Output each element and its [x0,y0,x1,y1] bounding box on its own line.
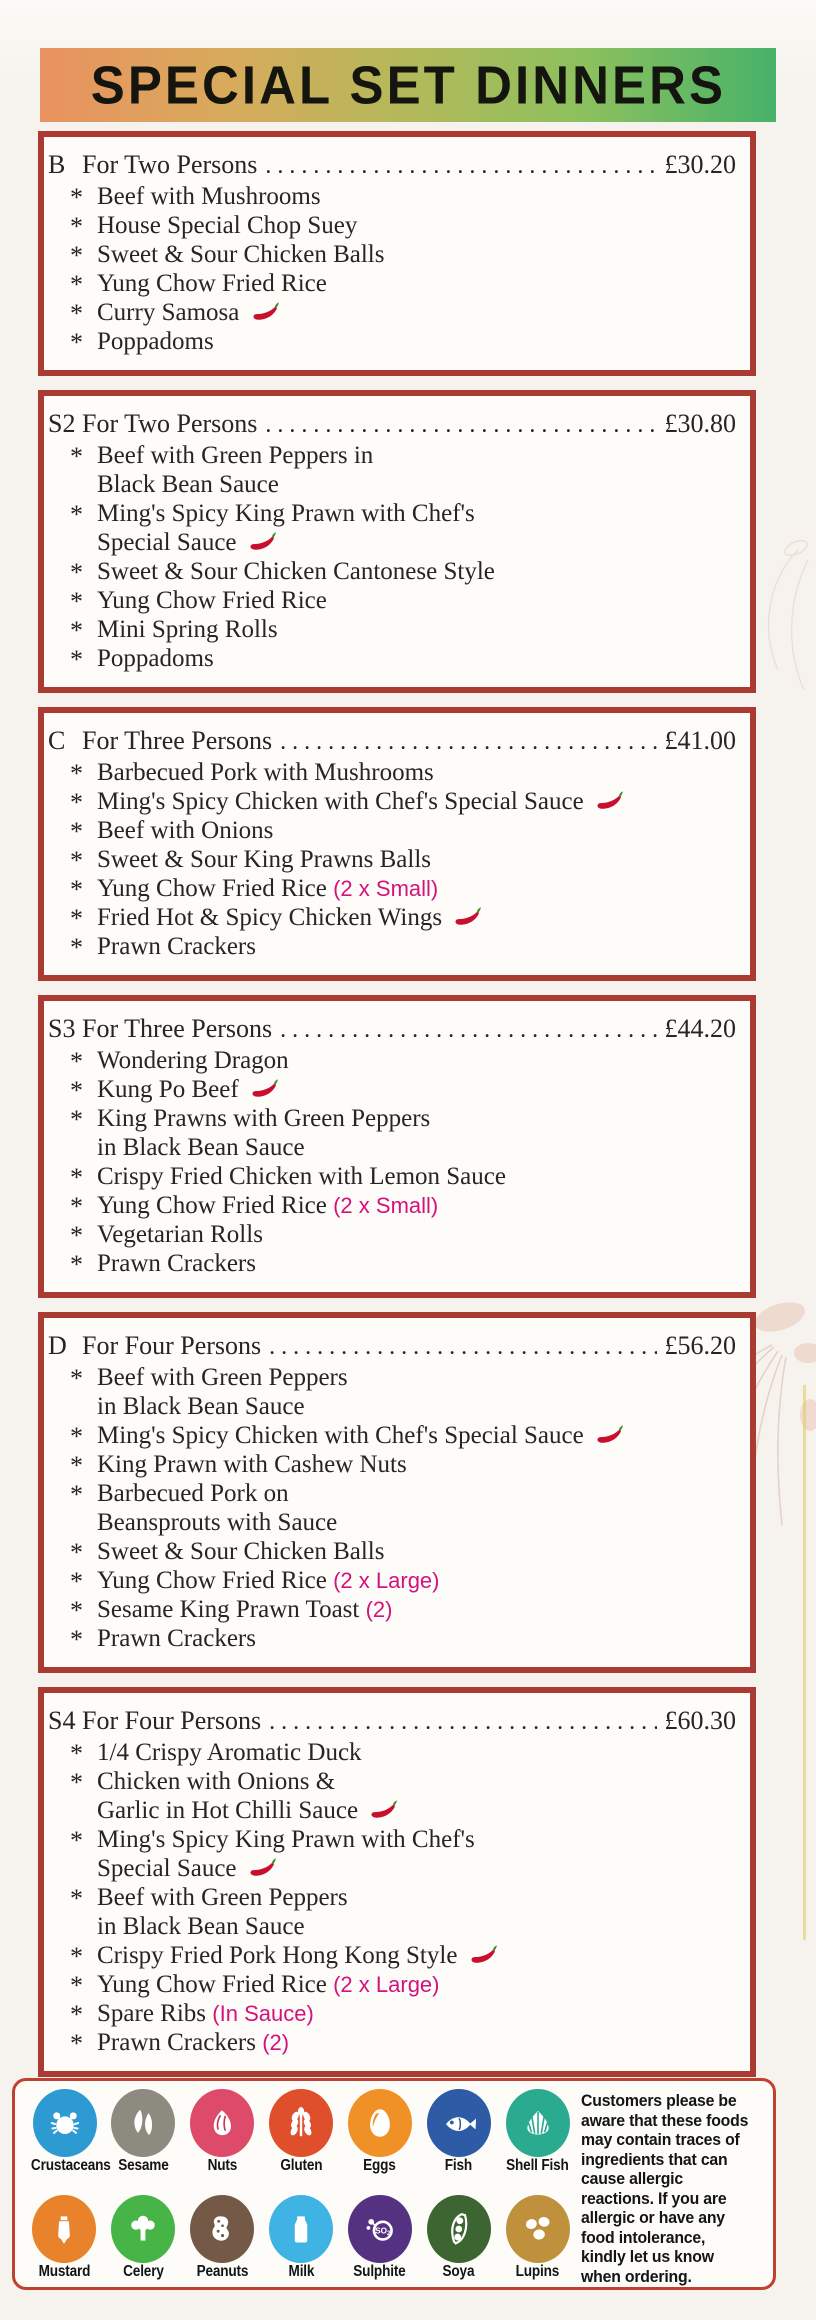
item-star: * [70,1942,83,1971]
svg-text:SO2: $SO_2$ [374,2226,391,2238]
menu-item [48,1046,736,1075]
menu-item [48,327,736,356]
item-text: Yung Chow Fried Rice (2 x Small) [97,1192,439,1219]
menu-item [48,1883,736,1941]
allergen-celery [104,2195,183,2281]
chili-icon [251,301,281,322]
item-text: Poppadoms [97,328,214,355]
menu-item [48,1220,736,1249]
item-text: Chicken with Onions & Garlic in Hot Chilli Sauce [97,1767,736,1825]
item-star: * [70,1422,83,1451]
allergen-label: Fish [445,2157,473,2174]
item-text: Prawn Crackers [97,1250,256,1277]
allergen-label: Gluten [280,2157,323,2174]
dotted-leader [280,726,656,758]
lupins-icon [506,2195,570,2263]
item-star: * [70,1163,83,1192]
menu-item [48,932,736,961]
item-text: Ming's Spicy King Prawn with Chef's Special Sauce [97,500,475,556]
item-text: Yung Chow Fried Rice (2 x Large) [97,1567,440,1594]
allergen-mustard [25,2195,104,2281]
menu-item [48,903,736,932]
menu-item [48,816,736,845]
chili-icon [469,1944,499,1965]
allergen-milk [262,2195,341,2281]
menu-item [48,1595,736,1624]
menu-item [48,1075,736,1104]
page-edge-sliver [803,1385,806,1940]
item-star: * [70,1364,83,1393]
sesame-icon [111,2089,175,2157]
sulphite-icon [348,2195,412,2263]
item-text: Sweet & Sour Chicken Cantonese Style [97,558,495,585]
item-text: Yung Chow Fried Rice [97,270,327,297]
item-text: Beef with Green Peppers in Black Bean Sauce [97,1364,348,1420]
menu-item [48,2028,736,2057]
menu-item [48,1738,736,1767]
menu-item [48,1566,736,1595]
set-items [48,1738,736,2057]
section-banner [40,48,776,122]
item-star: * [70,1192,83,1221]
allergen-label: Shell Fish [506,2157,569,2174]
menu-item [48,269,736,298]
allergen-shellfish [498,2089,577,2175]
chili-icon [248,531,278,552]
item-text: Mini Spring Rolls [97,616,278,643]
item-star: * [70,817,83,846]
item-text: Sweet & Sour Chicken Balls [97,241,385,268]
set-heading: For Two Persons [82,409,258,438]
item-star: * [70,1480,83,1509]
crustaceans-icon [33,2089,97,2157]
menu-item [48,1191,736,1220]
allergen-label: Sulphite [353,2263,407,2280]
item-note: (2 x Small) [333,876,439,901]
item-star: * [70,904,83,933]
menu-item [48,1104,736,1162]
set-price: £30.80 [664,409,736,438]
allergen-sulphite [340,2195,419,2281]
allergen-label: Eggs [363,2157,397,2174]
item-text: Beef with Green Peppers in Black Bean Sauce [97,442,374,498]
item-text: Ming's Spicy Chicken with Chef's Special Sauce [97,787,736,816]
menu-item [48,557,736,586]
set-heading: For Four Persons [82,1706,262,1735]
allergen-panel [12,2078,776,2290]
set-dinner-header [48,408,736,441]
item-star: * [70,1596,83,1625]
item-text: Sweet & Sour Chicken Balls [97,1538,385,1565]
set-items [48,441,736,673]
chili-icon [369,1799,399,1820]
chili-icon [595,790,625,811]
item-star: * [70,1538,83,1567]
menu-item [48,1825,736,1883]
item-note: (2 x Large) [333,1972,440,1997]
set-code: B [48,150,66,179]
item-note: (2 x Large) [333,1568,440,1593]
menu-item [48,1537,736,1566]
set-dinner-header [48,1705,736,1738]
dotted-leader [265,150,656,182]
menu-item [48,644,736,673]
item-text: Fried Hot & Spicy Chicken Wings [97,903,736,932]
menu-item [48,1479,736,1537]
item-text: Barbecued Pork on Beansprouts with Sauce [97,1480,338,1536]
item-star: * [70,759,83,788]
menu-item [48,615,736,644]
item-text: House Special Chop Suey [97,212,358,239]
item-text: Poppadoms [97,645,214,672]
item-star: * [70,241,83,270]
menu-item [48,1767,736,1825]
menu-item [48,787,736,816]
item-text: Vegetarian Rolls [97,1221,263,1248]
item-star: * [70,328,83,357]
soya-icon [427,2195,491,2263]
item-text: King Prawns with Green Peppers in Black Bean Sauce [97,1105,431,1161]
item-text: Crispy Fried Chicken with Lemon Sauce [97,1163,506,1190]
allergen-gluten [262,2089,341,2175]
set-dinner-box [38,707,756,981]
set-price: £41.00 [664,726,736,755]
menu-item [48,874,736,903]
item-text: Yung Chow Fried Rice [97,587,327,614]
set-items [48,758,736,961]
set-heading: For Three Persons [82,1014,273,1043]
item-text: Prawn Crackers [97,1625,256,1652]
menu-item [48,586,736,615]
allergen-sesame [104,2089,183,2175]
set-dinner-header [48,725,736,758]
allergen-fish [419,2089,498,2175]
dotted-leader [280,1014,656,1046]
item-text: Wondering Dragon [97,1047,289,1074]
item-text: Yung Chow Fried Rice (2 x Small) [97,875,439,902]
item-star: * [70,1768,83,1797]
item-text: Yung Chow Fried Rice (2 x Large) [97,1971,440,1998]
item-star: * [70,1047,83,1076]
menu-item [48,298,736,327]
item-note: (2 x Small) [333,1193,439,1218]
set-dinner-box [38,131,756,376]
menu-item [48,182,736,211]
item-star: * [70,1739,83,1768]
peanuts-icon [190,2195,254,2263]
nuts-icon [190,2089,254,2157]
menu-item [48,211,736,240]
allergen-eggs [340,2089,419,2175]
item-text: Beef with Onions [97,817,274,844]
allergen-label: Crustaceans [30,2157,111,2174]
item-text: Sesame King Prawn Toast (2) [97,1596,393,1623]
set-dinner-box [38,390,756,693]
item-star: * [70,1451,83,1480]
item-text: Curry Samosa [97,298,736,327]
set-heading: For Two Persons [82,150,258,179]
dotted-leader [269,1706,656,1738]
menu-item [48,1941,736,1970]
set-dinner-box [38,995,756,1298]
item-note: (2) [262,2030,290,2055]
chili-icon [595,1424,625,1445]
chili-icon [250,1078,280,1099]
item-note: (2) [365,1597,393,1622]
set-items [48,1046,736,1278]
eggs-icon [348,2089,412,2157]
menu-item [48,1162,736,1191]
menu-item [48,1624,736,1653]
allergen-grid [25,2089,577,2281]
allergen-notice: Customers please be aware that these foods may contain traces of ingredients that can cause allergic reactions. If you are allergic or have any food intolerance, kindly let us know when ordering. [581,2091,749,2286]
item-text: 1/4 Crispy Aromatic Duck [97,1739,362,1766]
menu-item [48,499,736,557]
item-star: * [70,1826,83,1855]
allergen-peanuts [183,2195,262,2281]
item-text: Ming's Spicy Chicken with Chef's Special Sauce [97,1421,736,1450]
set-items [48,182,736,356]
allergen-row [25,2089,577,2175]
item-text: Ming's Spicy King Prawn with Chef's Special Sauce [97,1826,475,1882]
item-text: Prawn Crackers [97,933,256,960]
chili-icon [453,906,483,927]
milk-icon [269,2195,333,2263]
item-star: * [70,2029,83,2058]
allergen-soya [419,2195,498,2281]
set-dinner-box [38,1312,756,1673]
set-dinner-box [38,1687,756,2077]
allergen-label: Mustard [38,2263,91,2280]
item-text: Barbecued Pork with Mushrooms [97,759,434,786]
allergen-label: Celery [123,2263,164,2280]
set-price: £60.30 [664,1706,736,1735]
allergen-label: Nuts [207,2157,238,2174]
item-star: * [70,1971,83,2000]
mustard-icon [32,2195,96,2263]
set-price: £44.20 [664,1014,736,1043]
item-star: * [70,2000,83,2029]
item-star: * [70,212,83,241]
allergen-label: Lupins [515,2263,560,2280]
allergen-nuts [183,2089,262,2175]
allergen-label: Sesame [118,2157,169,2174]
set-code: S4 [48,1706,76,1735]
item-star: * [70,558,83,587]
item-star: * [70,616,83,645]
set-code: D [48,1331,67,1360]
item-star: * [70,1221,83,1250]
banner-title: SPECIAL SET DINNERS [90,54,726,116]
item-text: Beef with Green Peppers in Black Bean Sauce [97,1884,348,1940]
item-star: * [70,183,83,212]
allergen-label: Peanuts [196,2263,249,2280]
chili-icon [248,1857,278,1878]
set-dinner-list [38,131,756,2091]
item-star: * [70,645,83,674]
dotted-leader [265,409,656,441]
item-star: * [70,846,83,875]
menu-item [48,1970,736,1999]
menu-item [48,758,736,787]
item-star: * [70,1250,83,1279]
menu-item [48,1249,736,1278]
allergen-lupins [498,2195,577,2281]
item-star: * [70,1625,83,1654]
item-star: * [70,933,83,962]
item-text: Kung Po Beef [97,1075,736,1104]
allergen-row [25,2195,577,2281]
set-dinner-header [48,1330,736,1363]
item-text: Prawn Crackers (2) [97,2029,290,2056]
item-note: (In Sauce) [212,2001,314,2026]
item-text: Crispy Fried Pork Hong Kong Style [97,1941,736,1970]
item-text: King Prawn with Cashew Nuts [97,1451,407,1478]
set-dinner-header [48,1013,736,1046]
set-items [48,1363,736,1653]
item-text: Spare Ribs (In Sauce) [97,2000,314,2027]
item-star: * [70,270,83,299]
item-star: * [70,587,83,616]
set-heading: For Three Persons [82,726,273,755]
menu-item [48,1363,736,1421]
set-price: £56.20 [664,1331,736,1360]
set-code: S3 [48,1014,76,1043]
allergen-crustaceans [25,2089,111,2175]
item-star: * [70,500,83,529]
allergen-label: Milk [288,2263,314,2280]
item-text: Beef with Mushrooms [97,183,321,210]
item-star: * [70,1567,83,1596]
item-star: * [70,1105,83,1134]
dotted-leader [269,1331,656,1363]
allergen-label: Soya [442,2263,475,2280]
fish-icon [427,2089,491,2157]
item-star: * [70,1076,83,1105]
menu-item [48,1421,736,1450]
item-text: Sweet & Sour King Prawns Balls [97,846,432,873]
menu-item [48,1999,736,2028]
item-star: * [70,875,83,904]
celery-icon [111,2195,175,2263]
item-star: * [70,442,83,471]
menu-item [48,1450,736,1479]
set-code: S2 [48,409,76,438]
item-star: * [70,788,83,817]
gluten-icon [269,2089,333,2157]
set-heading: For Four Persons [82,1331,262,1360]
set-code: C [48,726,66,755]
item-star: * [70,1884,83,1913]
menu-item [48,240,736,269]
shellfish-icon [506,2089,570,2157]
set-dinner-header [48,149,736,182]
set-price: £30.20 [664,150,736,179]
menu-item [48,441,736,499]
item-star: * [70,299,83,328]
menu-item [48,845,736,874]
